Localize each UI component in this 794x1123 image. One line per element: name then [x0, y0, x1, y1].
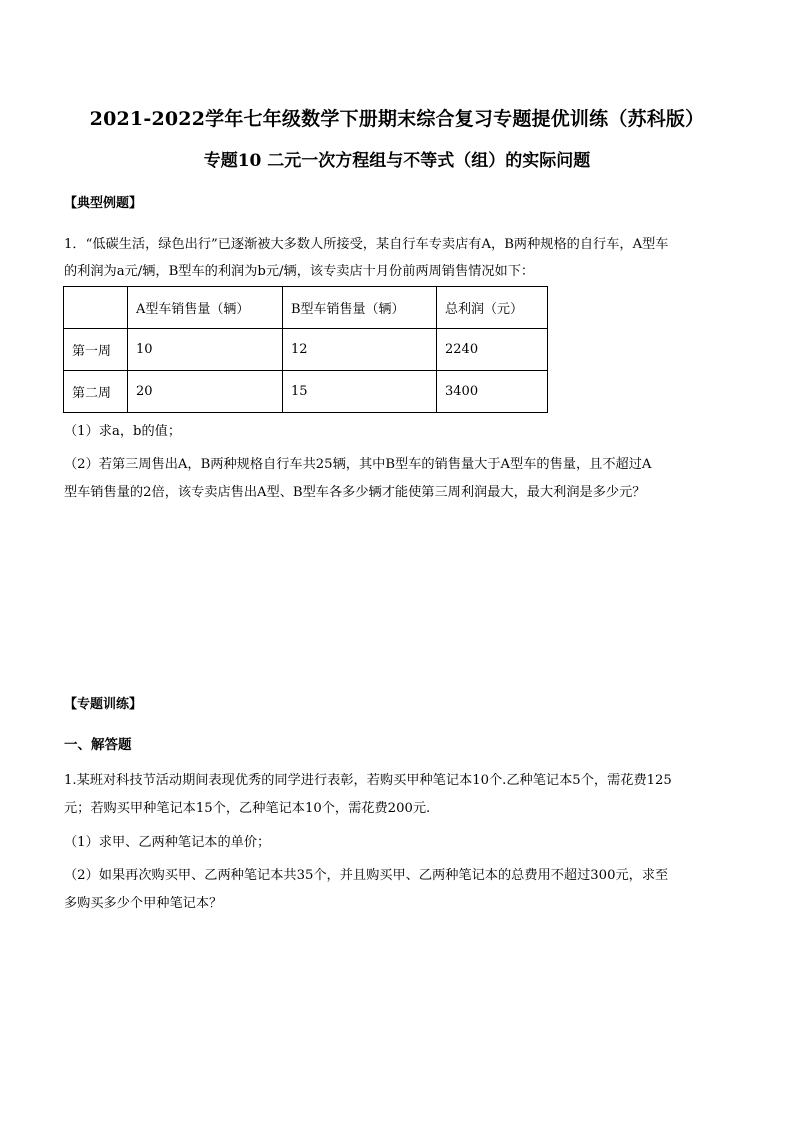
document-title: 2021-2022学年七年级数学下册期末综合复习专题提优训练（苏科版）	[89, 108, 705, 130]
table-header-cell: B型车销售量（辆）	[283, 287, 437, 329]
answer-section-heading: 一、解答题	[64, 737, 132, 753]
table-cell: 12	[283, 329, 437, 371]
training-question-2-line-1: （2）如果再次购买甲、乙两种笔记本共35个，并且购买甲、乙两种笔记本的总费用不超过300元，求至	[64, 868, 669, 883]
training-question-1: （1）求甲、乙两种笔记本的单价；	[64, 835, 271, 850]
table-cell: 10	[128, 329, 283, 371]
table-row	[64, 371, 548, 413]
training-question-2-line-2: 多购买多少个甲种笔记本？	[64, 896, 223, 911]
example-question-2-line-1: （2）若第三周售出A，B两种规格自行车共25辆，其中B型车的销售量大于A型车的售量，且不超过A	[64, 457, 652, 472]
example-question-2-line-2: 型车销售量的2倍，该专卖店售出A型、B型车各多少辆才能使第三周利润最大，最大利润是多少元？	[64, 485, 646, 500]
table-header-cell: A型车销售量（辆）	[128, 287, 283, 329]
table-cell: 20	[128, 371, 283, 413]
table-header-cell: 总利润（元）	[437, 287, 548, 329]
table-cell: 第二周	[64, 371, 128, 413]
table-header-row	[64, 287, 548, 329]
training-problem-line-1: 1.某班对科技节活动期间表现优秀的同学进行表彰，若购买甲种笔记本10个.乙种笔记本5个，需花费125	[64, 773, 672, 788]
table-header-cell	[64, 287, 128, 329]
sales-table	[63, 286, 548, 413]
example-problem-line-1: 1．“低碳生活，绿色出行”已逐渐被大多数人所接受，某自行车专卖店有A，B两种规格的自行车，A型车	[64, 237, 669, 252]
table-row	[64, 329, 548, 371]
training-problem-line-2: 元；若购买甲种笔记本15个，乙种笔记本10个，需花费200元.	[64, 801, 431, 816]
document-subtitle: 专题10 二元一次方程组与不等式（组）的实际问题	[203, 151, 591, 171]
table-cell: 第一周	[64, 329, 128, 371]
example-question-1: （1）求a，b的值；	[64, 424, 182, 439]
table-cell: 2240	[437, 329, 548, 371]
example-problem-line-2: 的利润为a元/辆，B型车的利润为b元/辆，该专卖店十月份前两周销售情况如下：	[64, 264, 535, 279]
table-cell: 15	[283, 371, 437, 413]
example-section-label: 【典型例题】	[64, 196, 143, 211]
table-cell: 3400	[437, 371, 548, 413]
training-section-label: 【专题训练】	[64, 697, 143, 712]
